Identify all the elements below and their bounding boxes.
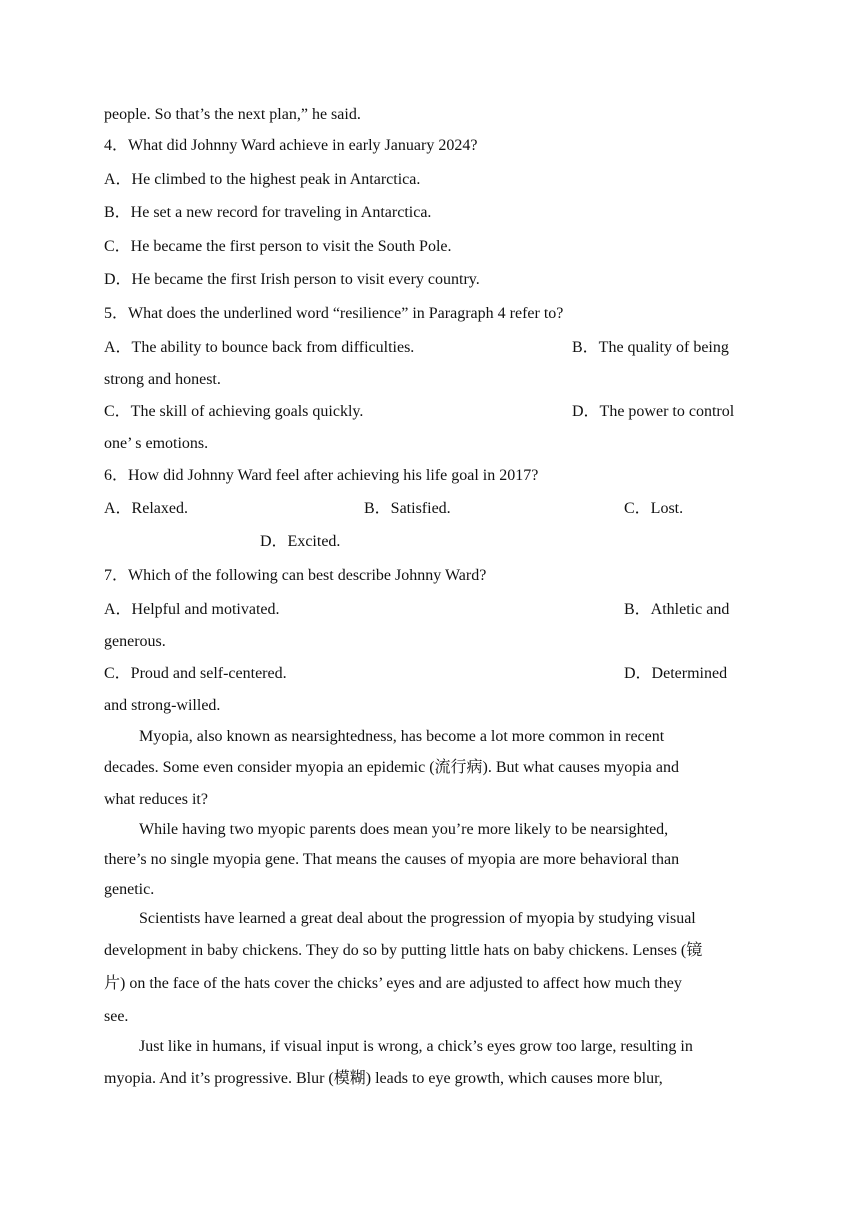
- question-4-option-c: C．He became the first person to visit the South Pole.: [104, 238, 452, 255]
- question-7-option-c: C．Proud and self-centered.: [104, 665, 287, 682]
- passage-p3-line1: Scientists have learned a great deal about the progression of myopia by studying visual: [139, 910, 696, 927]
- passage-p3-line4: see.: [104, 1008, 129, 1025]
- passage-p4-line1: Just like in humans, if visual input is wrong, a chick’s eyes grow too large, resulting in: [139, 1038, 693, 1055]
- question-5-option-d: D．The power to control: [572, 403, 735, 420]
- question-4-option-a: A．He climbed to the highest peak in Antarctica.: [104, 171, 421, 188]
- question-5-option-a: A．The ability to bounce back from difficulties.: [104, 339, 415, 356]
- question-4-stem: 4．What did Johnny Ward achieve in early January 2024?: [104, 137, 478, 154]
- passage-p2-line2: there’s no single myopia gene. That means the causes of myopia are more behavioral than: [104, 851, 680, 868]
- question-5-option-c: C．The skill of achieving goals quickly.: [104, 403, 364, 420]
- passage-p3-line2: development in baby chickens. They do so by putting little hats on baby chickens. Lenses (镜: [104, 942, 703, 959]
- question-5-option-b: B．The quality of being: [572, 339, 729, 356]
- question-4-option-b: B．He set a new record for traveling in Antarctica.: [104, 204, 432, 221]
- question-6-option-d: D．Excited.: [260, 533, 341, 550]
- question-7-option-b: B．Athletic and: [624, 601, 730, 618]
- question-4-option-d: D．He became the first Irish person to visit every country.: [104, 271, 480, 288]
- continuation-text: people. So that’s the next plan,” he said.: [104, 106, 361, 123]
- passage-p4-line2: myopia. And it’s progressive. Blur (模糊) leads to eye growth, which causes more blur,: [104, 1070, 663, 1087]
- question-5-option-b-wrap: strong and honest.: [104, 371, 221, 388]
- question-5-stem: 5．What does the underlined word “resilience” in Paragraph 4 refer to?: [104, 305, 564, 322]
- passage-p2-line1: While having two myopic parents does mean you’re more likely to be nearsighted,: [139, 821, 669, 838]
- passage-p3-line3: 片) on the face of the hats cover the chicks’ eyes and are adjusted to affect how much they: [104, 975, 682, 992]
- question-6-option-b: B．Satisfied.: [364, 500, 451, 517]
- passage-p1-line1: Myopia, also known as nearsightedness, has become a lot more common in recent: [139, 728, 665, 745]
- passage-p2-line3: genetic.: [104, 881, 155, 898]
- question-6-stem: 6．How did Johnny Ward feel after achieving his life goal in 2017?: [104, 467, 539, 484]
- question-7-option-a: A．Helpful and motivated.: [104, 601, 280, 618]
- question-5-option-d-wrap: one’ s emotions.: [104, 435, 209, 452]
- question-7-stem: 7．Which of the following can best describe Johnny Ward?: [104, 567, 487, 584]
- question-7-option-d-wrap: and strong-willed.: [104, 697, 221, 714]
- passage-p1-line3: what reduces it?: [104, 791, 208, 808]
- question-7-option-b-wrap: generous.: [104, 633, 166, 650]
- question-6-option-c: C．Lost.: [624, 500, 684, 517]
- question-6-option-a: A．Relaxed.: [104, 500, 188, 517]
- passage-p1-line2: decades. Some even consider myopia an epidemic (流行病). But what causes myopia and: [104, 759, 679, 776]
- question-7-option-d: D．Determined: [624, 665, 728, 682]
